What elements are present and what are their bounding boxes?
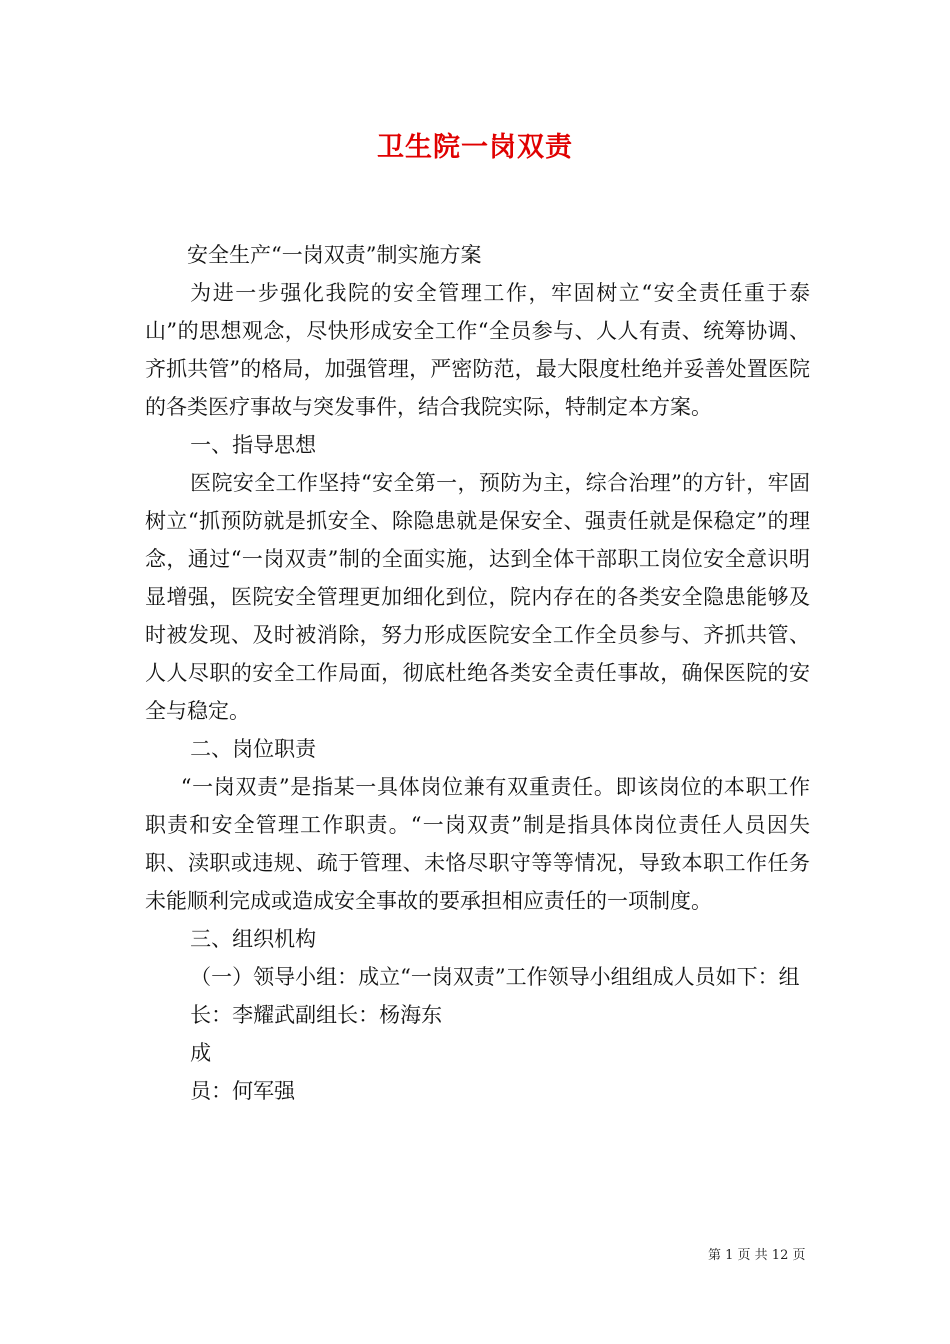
paragraph-leading-group: （一）领导小组：成立“一岗双责”工作领导小组组成人员如下：组 [190, 965, 800, 989]
paragraph-group-leaders: 长：李耀武副组长：杨海东 [190, 1003, 443, 1027]
paragraph-intro: 为进一步强化我院的安全管理工作，牢固树立“安全责任重于泰山”的思想观念，尽快形成安全工作“全员参与、人人有责、统筹协调、齐抓共管”的格局，加强管理，严密防范，最大限度杜绝并妥善处置医院的各类医疗事故与突发事件，结合我院实际，特制定本方案。 [145, 281, 810, 419]
paragraph-job-duties: “一岗双责”是指某一具体岗位兼有双重责任。即该岗位的本职工作职责和安全管理工作职责。“一岗双责”制是指具体岗位责任人员因失职、渎职或违规、疏于管理、未恪尽职守等等情况，导致本职工作任务未能顺利完成或造成安全事故的要承担相应责任的一项制度。 [145, 775, 810, 913]
paragraph-members: 员：何军强 [190, 1079, 296, 1103]
section-heading-organization: 三、组织机构 [190, 927, 317, 951]
paragraph-members-label: 成 [190, 1041, 212, 1065]
section-heading-guiding-ideology: 一、指导思想 [190, 433, 317, 457]
document-title: 卫生院一岗双责 [377, 132, 573, 163]
page-number-footer: 第 1 页 共 12 页 [708, 1248, 806, 1263]
paragraph-guiding-ideology: 医院安全工作坚持“安全第一，预防为主，综合治理”的方针，牢固树立“抓预防就是抓安全、除隐患就是保安全、强责任就是保稳定”的理念，通过“一岗双责”制的全面实施，达到全体干部职工岗位安全意识明显增强，医院安全管理更加细化到位，院内存在的各类安全隐患能够及时被发现、及时被消除，努力形成医院安全工作全员参与、齐抓共管、人人尽职的安全工作局面，彻底杜绝各类安全责任事故，确保医院的安全与稳定。 [145, 471, 810, 723]
paragraph-subtitle: 安全生产“一岗双责”制实施方案 [187, 243, 482, 267]
section-heading-job-duties: 二、岗位职责 [190, 737, 317, 761]
document-body [145, 236, 810, 1110]
